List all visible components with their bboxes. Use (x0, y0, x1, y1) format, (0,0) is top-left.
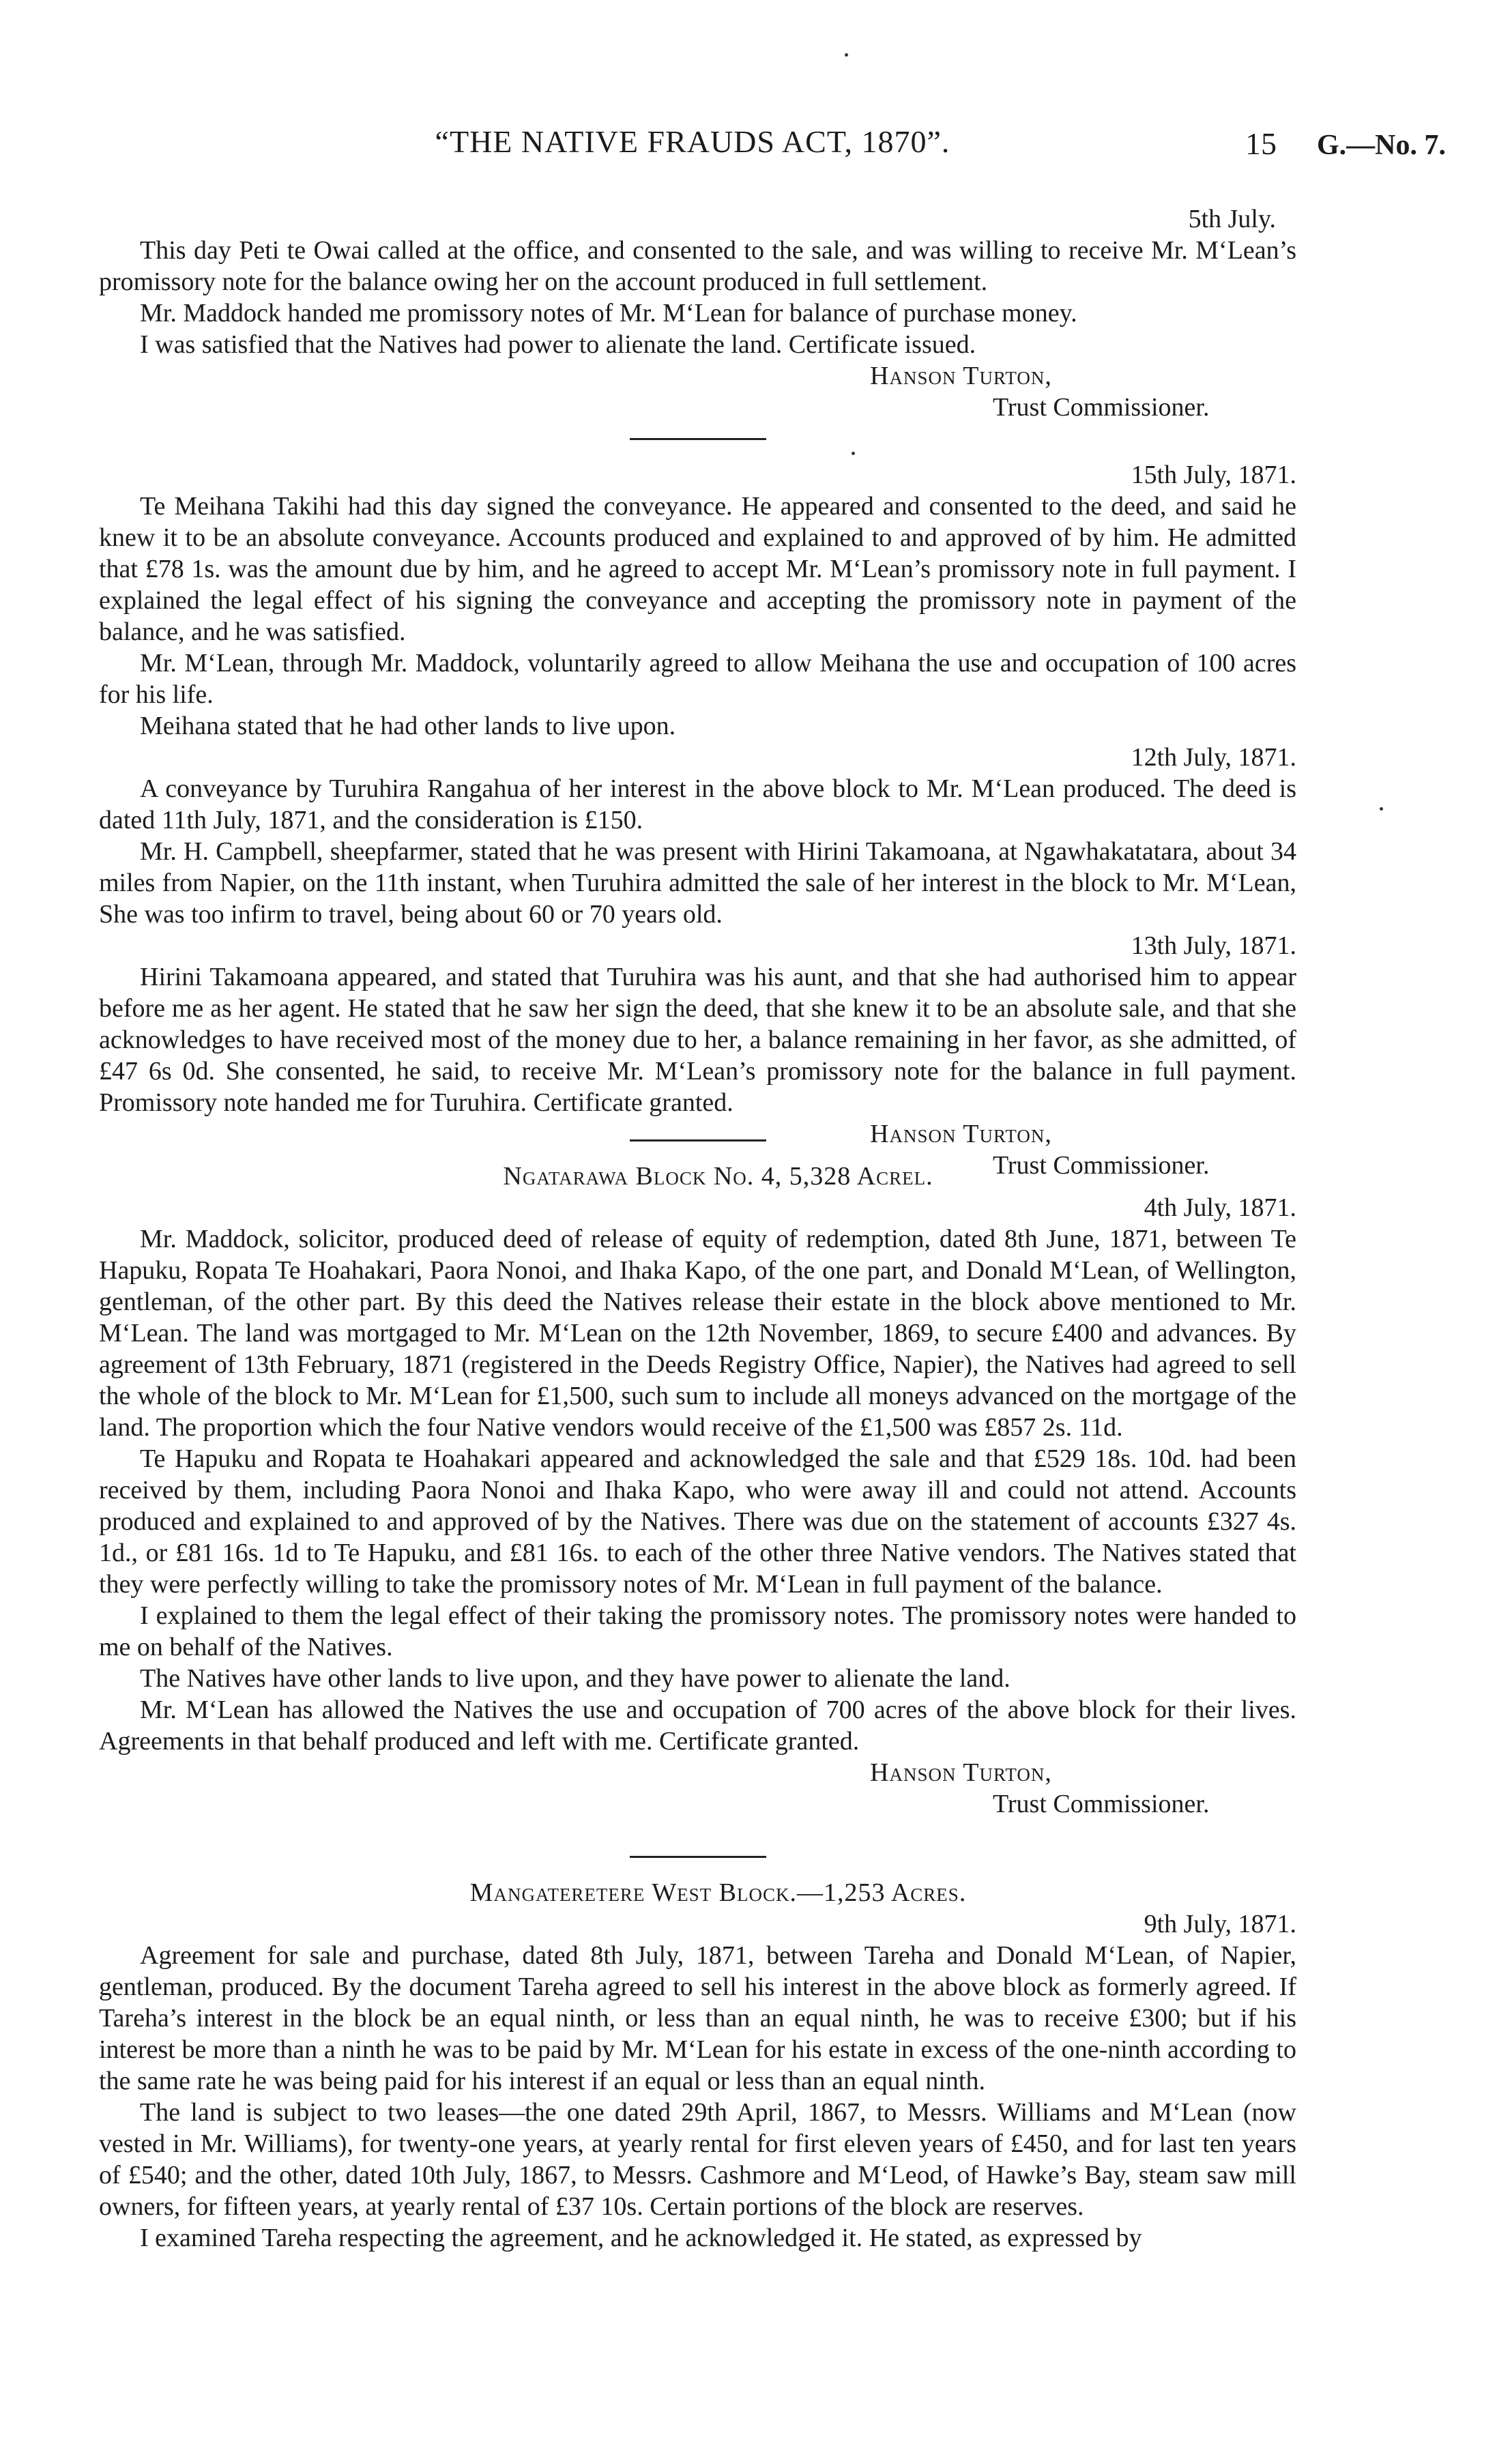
paragraph: I examined Tareha respecting the agreement, and he acknowledged it. He stated, as expressed by (140, 2224, 1142, 2252)
paragraph: Mr. Maddock, solicitor, produced deed of release of equity of redemption, dated 8th June, 1871, between Te Hapuku, Ropata Te Hoahakari, Paora Nonoi, and Ihaka Kapo, of the one part, and Donald M‘Lean, of Wellington, gentleman, of the other part. By this deed the Natives release their estate in the block above mentioned to Mr. M‘Lean. The land was mortgaged to Mr. M‘Lean on the 12th November, 1869, to secure £400 and advances. By agreement of 13th February, 1871 (registered in the Deeds Registry Office, Napier), the Natives had agreed to sell the whole of the block to Mr. M‘Lean for £1,500, such sum to include all moneys advanced on the mortgage of the land. The proportion which the four Native vendors would receive of the £1,500 was £857 2s. 11d. (99, 1225, 1296, 1442)
paragraph: Meihana stated that he had other lands to live upon. (140, 712, 676, 740)
section-peti-te-owai (99, 203, 1296, 423)
paragraph: The Natives have other lands to live upon, and they have power to alienate the land. (140, 1664, 1011, 1693)
signatory-name: Hanson Turton, (870, 1120, 1052, 1148)
section-divider (630, 1139, 766, 1141)
paragraph: Mr. Maddock handed me promissory notes of Mr. M‘Lean for balance of purchase money. (140, 299, 1077, 328)
signatory-name: Hanson Turton, (870, 362, 1052, 390)
section-divider (630, 438, 766, 440)
section-heading: Ngatarawa Block No. 4, 5,328 Acrel. (503, 1162, 933, 1191)
running-title: “THE NATIVE FRAUDS ACT, 1870”. (435, 124, 950, 159)
entry-date: 12th July, 1871. (1131, 743, 1296, 772)
section-heading: Mangateretere West Block.—1,253 Acres. (469, 1878, 967, 1907)
series-number: G.—No. 7. (1317, 130, 1446, 161)
entry-date: 4th July, 1871. (1144, 1193, 1296, 1222)
section-ngatarawa-block (99, 1126, 1296, 1820)
signatory-title: Trust Commissioner. (993, 1151, 1210, 1180)
signature-block (870, 360, 1296, 423)
paragraph: Mr. M‘Lean, through Mr. Maddock, voluntarily agreed to allow Meihana the use and occupation of 100 acres for his life. (99, 649, 1296, 709)
paragraph: I explained to them the legal effect of their taking the promissory notes. The promissory notes were handed to me on behalf of the Natives. (99, 1601, 1296, 1661)
paragraph: This day Peti te Owai called at the office, and consented to the sale, and was willing to receive Mr. M‘Lean’s promissory note for the balance owing her on the account produced in full settlement. (99, 236, 1296, 296)
print-speck (1380, 807, 1383, 811)
paragraph: Mr. H. Campbell, sheepfarmer, stated that he was present with Hirini Takamoana, at Ngawhakatatara, about 34 miles from Napier, on the 11th instant, when Turuhira admitted the sale of her interest in the block to Mr. M‘Lean, She was too infirm to travel, being about 60 or 70 years old. (99, 837, 1296, 929)
paragraph: Agreement for sale and purchase, dated 8th July, 1871, between Tareha and Donald M‘Lean, of Napier, gentleman, produced. By the document Tareha agreed to sell his interest in the above block as formerly agreed. If Tareha’s interest in the block be an equal ninth, or less than an equal ninth, he was to receive £300; but if his interest be more than a ninth he was to be paid by Mr. M‘Lean for his estate in excess of the one-ninth according to the same rate he was being paid for his interest if an equal or less than an equal ninth. (99, 1941, 1296, 2095)
entry-date: 13th July, 1871. (1131, 931, 1296, 960)
signature-block (870, 1757, 1296, 1820)
paragraph: A conveyance by Turuhira Rangahua of her interest in the above block to Mr. M‘Lean produced. The deed is dated 11th July, 1871, and the consideration is £150. (99, 774, 1296, 834)
paragraph: I was satisfied that the Natives had power to alienate the land. Certificate issued. (140, 330, 976, 359)
section-meihana-turuhira (99, 424, 1296, 1181)
paragraph: Mr. M‘Lean has allowed the Natives the use and occupation of 700 acres of the above block for their lives. Agreements in that behalf produced and left with me. Certificate granted. (99, 1696, 1296, 1756)
signatory-name: Hanson Turton, (870, 1758, 1052, 1787)
paragraph: Te Hapuku and Ropata te Hoahakari appeared and acknowledged the sale and that £529 18s. 10d. had been received by them, including Paora Nonoi and Ihaka Kapo, who were away ill and could not attend. Accounts produced and explained to and approved of by the Natives. There was due on the statement of accounts £327 4s. 1d., or £81 16s. 1d to Te Hapuku, and £81 16s. to each of the other three Native vendors. The Natives stated that they were perfectly willing to take the promissory notes of Mr. M‘Lean in full payment of the balance. (99, 1444, 1296, 1599)
signatory-title: Trust Commissioner. (993, 1790, 1210, 1818)
paragraph: Te Meihana Takihi had this day signed the conveyance. He appeared and consented to the deed, and said he knew it to be an absolute conveyance. Accounts produced and explained to and approved of by him. He admitted that £78 1s. was the amount due by him, and he agreed to accept Mr. M‘Lean’s promissory note in full payment. I explained the legal effect of his signing the conveyance and accepting the promissory note in payment of the balance, and he was satisfied. (99, 492, 1296, 646)
print-speck (845, 53, 848, 57)
paragraph: The land is subject to two leases—the one dated 29th April, 1867, to Messrs. Williams and M‘Lean (now vested in Mr. Williams), for twenty-one years, at yearly rental for first eleven years of £450, and for last ten years of £540; and the other, dated 10th July, 1867, to Messrs. Cashmore and M‘Leod, of Hawke’s Bay, steam saw mill owners, for fifteen years, at yearly rental of £37 10s. Certain portions of the block are reserves. (99, 2098, 1296, 2221)
page-number: 15 (1245, 126, 1277, 161)
entry-date: 5th July. (1188, 205, 1276, 233)
section-mangateretere-west-block (99, 1842, 1296, 2254)
entry-date: 15th July, 1871. (1131, 461, 1296, 489)
section-divider (630, 1856, 766, 1858)
signatory-title: Trust Commissioner. (993, 393, 1210, 422)
paragraph: Hirini Takamoana appeared, and stated that Turuhira was his aunt, and that she had authorised him to appear before me as her agent. He stated that he saw her sign the deed, that she knew it to be an absolute sale, and that she acknowledges to have received most of the money due to her, a balance remaining in her favor, as she admitted, of £47 6s 0d. She consented, he said, to receive Mr. M‘Lean’s promissory note for the balance in full payment. Promissory note handed me for Turuhira. Certificate granted. (99, 963, 1296, 1117)
entry-date: 9th July, 1871. (1144, 1910, 1296, 1938)
